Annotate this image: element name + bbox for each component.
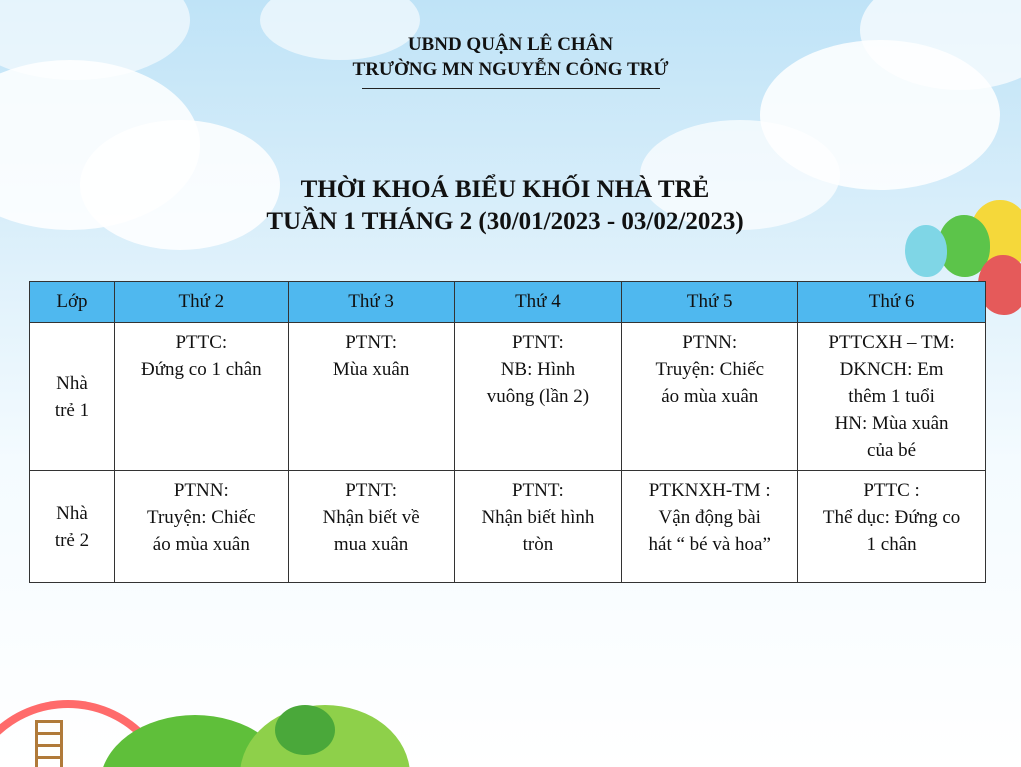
lesson-cell: PTNT: NB: Hình vuông (lần 2) [454,323,622,471]
school-name: TRƯỜNG MN NGUYỄN CÔNG TRỨ [352,59,669,80]
lesson-cell: PTNT: Mùa xuân [288,323,454,471]
table-row [30,471,986,583]
table-row [30,323,986,471]
lesson-cell: PTTC: Đứng co 1 chân [114,323,288,471]
district-name: UBND QUẬN LÊ CHÂN [407,34,614,55]
title-line-2: TUẦN 1 THÁNG 2 (30/01/2023 - 03/02/2023) [266,208,744,235]
page-title [0,174,1010,238]
class-cell: Nhà trẻ 2 [30,471,115,583]
timetable-header-row [30,282,986,323]
lesson-cell: PTKNXH-TM : Vận động bài hát “ bé và hoa” [622,471,798,583]
lesson-cell: PTTCXH – TM: DKNCH: Em thêm 1 tuổi HN: Mùa xuân của bé [798,323,986,471]
column-header: Thứ 5 [622,282,798,323]
header-divider [362,88,660,89]
column-header: Thứ 6 [798,282,986,323]
lesson-cell: PTNN: Truyện: Chiếc áo mùa xuân [114,471,288,583]
lesson-cell: PTTC : Thể dục: Đứng co 1 chân [798,471,986,583]
tree [275,705,335,755]
column-header: Thứ 3 [288,282,454,323]
lesson-cell: PTNN: Truyện: Chiếc áo mùa xuân [622,323,798,471]
lesson-cell: PTNT: Nhận biết hình tròn [454,471,622,583]
ladder [35,720,63,767]
column-header: Thứ 4 [454,282,622,323]
column-header: Thứ 2 [114,282,288,323]
title-line-1: THỜI KHOÁ BIỂU KHỐI NHÀ TRẺ [300,176,710,203]
column-header: Lớp [30,282,115,323]
timetable [29,281,986,583]
class-cell: Nhà trẻ 1 [30,323,115,471]
school-header [0,32,1021,89]
lesson-cell: PTNT: Nhận biết về mua xuân [288,471,454,583]
